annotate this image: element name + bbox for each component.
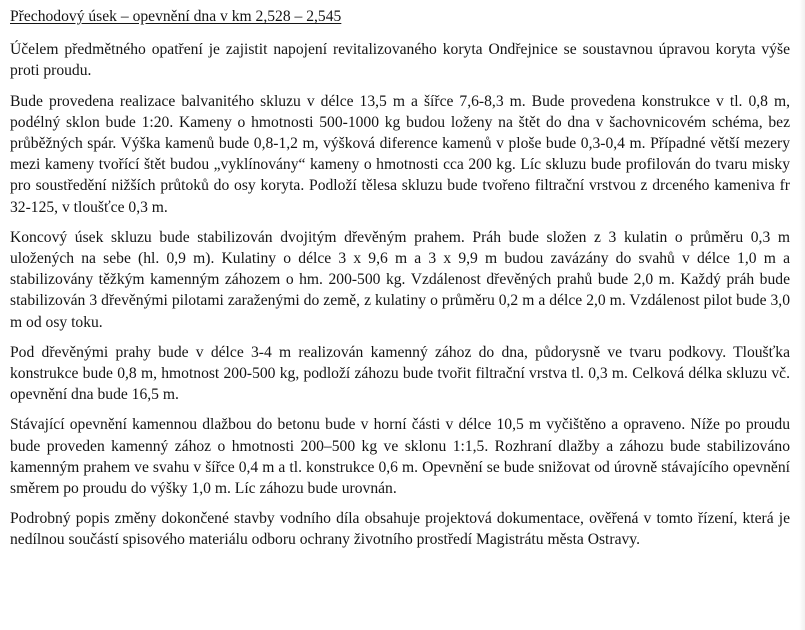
paragraph-existing-paving: Stávající opevnění kamennou dlažbou do betonu bude v horní části v délce 10,5 m vyčištěno a opraveno. Níže po proudu bude proveden kamenný zához o hmotnosti 200–500 kg ve sklonu 1:1,5. Rozhraní dlažby a záhozu bude stabilizováno kamenným prahem ve svahu v šířce 0,4 m a tl. konstrukce 0,6 m. Opevnění se bude snižovat od úrovně stávajícího opevnění směrem po proudu do výšky 1,0 m. Líc záhozu bude urovnán. [10,416,790,498]
scan-edge-shadow [799,0,805,630]
document-page [10,6,790,560]
paragraph-purpose: Účelem předmětného opatření je zajistit napojení revitalizovaného koryta Ondřejnice se soustavnou úpravou koryta výše proti proudu. [10,41,790,80]
section-heading: Přechodový úsek – opevnění dna v km 2,528 – 2,545 [10,8,342,25]
paragraph-documentation: Podrobný popis změny dokončené stavby vodního díla obsahuje projektová dokumentace, ověřená v tomto řízení, která je nedílnou součástí spisového materiálu odboru ochrany životního prostředí Magistrátu města Ostravy. [10,510,790,549]
paragraph-boulder-chute: Bude provedena realizace balvanitého skluzu v délce 13,5 m a šířce 7,6-8,3 m. Bude provedena konstrukce v tl. 0,8 m, podélný sklon bude 1:20. Kameny o hmotnosti 500-1000 kg budou loženy na štět do dna v šachovnicovém schéma, bez průběžných spár. Výška kamenů bude 0,8-1,2 m, výšková diference kamenů v ploše bude 0,3-0,4 m. Případné větší mezery mezi kameny tvořící štět budou „vyklínovány“ kameny o hmotnosti cca 200 kg. Líc skluzu bude profilován do tvaru misky pro soustředění nižších průtoků do osy koryta. Podloží tělesa skluzu bude tvořeno filtrační vrstvou z drceného kameniva fr 32-125, v tloušťce 0,3 m. [10,92,790,216]
paragraph-stone-riprap: Pod dřevěnými prahy bude v délce 3-4 m realizován kamenný zához do dna, půdorysně ve tvaru podkovy. Tloušťka konstrukce bude 0,8 m, hmotnost 200-500 kg, podloží záhozu bude tvořit filtrační vrstva tl. 0,3 m. Celková délka skluzu vč. opevnění dna bude 16,5 m. [10,343,790,404]
paragraph-wooden-sill: Koncový úsek skluzu bude stabilizován dvojitým dřevěným prahem. Práh bude složen z 3 kulatin o průměru 0,3 m uložených na sebe (hl. 0,9 m). Kulatiny o délce 3 x 9,6 m a 3 x 9,9 m budou zavázány do svahů v délce 1,0 m a stabilizovány těžkým kamenným záhozem o hm. 200-500 kg. Vzdálenost dřevěných prahů bude 2,0 m. Každý práh bude stabilizován 3 dřevěnými pilotami zaraženými do země, z kulatiny o průměru 0,2 m a délce 2,0 m. Vzdálenost pilot bude 3,0 m od osy toku. [10,228,790,331]
